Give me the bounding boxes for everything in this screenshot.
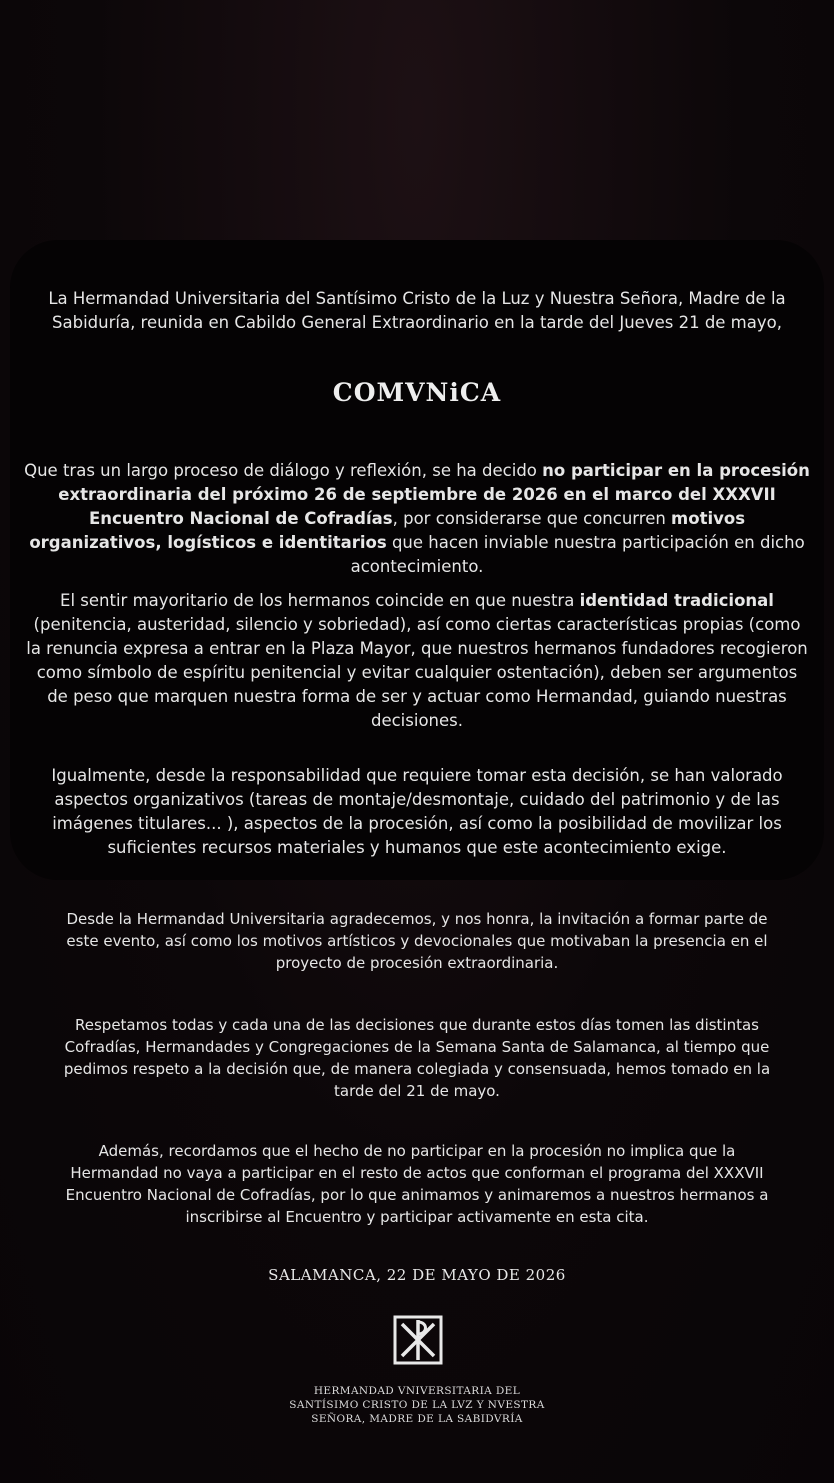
paragraph-organization: Igualmente, desde la responsabilidad que requiere tomar esta decisión, se han valorado aspectos organizativos (tareas de montaje/desmontaje, cuidado del patrimonio y de las imágenes titulares... ), aspectos de la procesión, así como la posibilidad de movilizar los suficientes recursos materiales y humanos que este acontecimiento exige. [51, 766, 783, 857]
paragraph-gratitude: Desde la Hermandad Universitaria agradecemos, y nos honra, la invitación a formar parte de este evento, así como los motivos artísticos y devocionales que motivaban la presencia en el proyecto de procesión extraordinaria. [66, 910, 768, 972]
footer-line-2: SANTÍSIMO CRISTO DE LA LVZ Y NVESTRA [289, 1399, 545, 1411]
page-title: COMVNiCA [332, 378, 502, 407]
p1-bold-d: motivos organizativos, logísticos e identitarios [29, 509, 746, 552]
intro-line-2: Sabiduría, reunida en Cabildo General Extraordinario en la tarde del Jueves 21 de mayo, [52, 313, 782, 332]
intro-paragraph [24, 287, 810, 335]
place-date: SALAMANCA, 22 DE MAYO DE 2026 [268, 1266, 566, 1284]
chi-rho-emblem-icon [392, 1314, 444, 1366]
footer-line-3: SEÑORA, MADRE DE LA SABIDVRÍA [311, 1413, 523, 1425]
p1-text-c: , por considerarse que concurren [392, 509, 672, 528]
paragraph-participation: Además, recordamos que el hecho de no participar en la procesión no implica que la Hermandad no vaya a participar en el resto de actos que conforman el programa del XXXVII Encuentro Nacional de Cofradías, por lo que animamos y animaremos a nuestros hermanos a inscribirse al Encuentro y participar activamente en esta cita. [65, 1142, 769, 1226]
p2-text-a: El sentir mayoritario de los hermanos coincide en que nuestra [60, 591, 580, 610]
p1-text-e: que hacen inviable nuestra participación en dicho acontecimiento. [350, 533, 805, 576]
p2-text-c: (penitencia, austeridad, silencio y sobriedad), así como ciertas características propias (como la renuncia expresa a entrar en la Plaza Mayor, que nuestros hermanos fundadores recogieron como símbolo de espíritu penitencial y evitar cualquier ostentación), deben ser argumentos de peso que marquen nuestra forma de ser y actuar como Hermandad, guiando nuestras decisiones. [26, 615, 808, 730]
intro-line-1: La Hermandad Universitaria del Santísimo Cristo de la Luz y Nuestra Señora, Madre de la [48, 289, 786, 308]
paragraph-decision [24, 459, 810, 579]
paragraph-identity [24, 589, 810, 733]
brotherhood-signature [0, 1384, 834, 1426]
p1-bold-b: no participar en la procesión extraordinaria del próximo 26 de septiembre de 2026 en el marco del XXXVII Encuentro Nacional de Cofradías [58, 461, 810, 528]
footer-line-1: HERMANDAD VNIVERSITARIA DEL [313, 1385, 521, 1397]
p1-text-a: Que tras un largo proceso de diálogo y reflexión, se ha decido [24, 461, 543, 480]
paragraph-respect: Respetamos todas y cada una de las decisiones que durante estos días tomen las distintas Cofradías, Hermandades y Congregaciones de la Semana Santa de Salamanca, al tiempo que pedimos respeto a la decisión que, de manera colegiada y consensuada, hemos tomado en la tarde del 21 de mayo. [63, 1016, 771, 1100]
p2-bold-b: identidad tradicional [579, 591, 774, 610]
